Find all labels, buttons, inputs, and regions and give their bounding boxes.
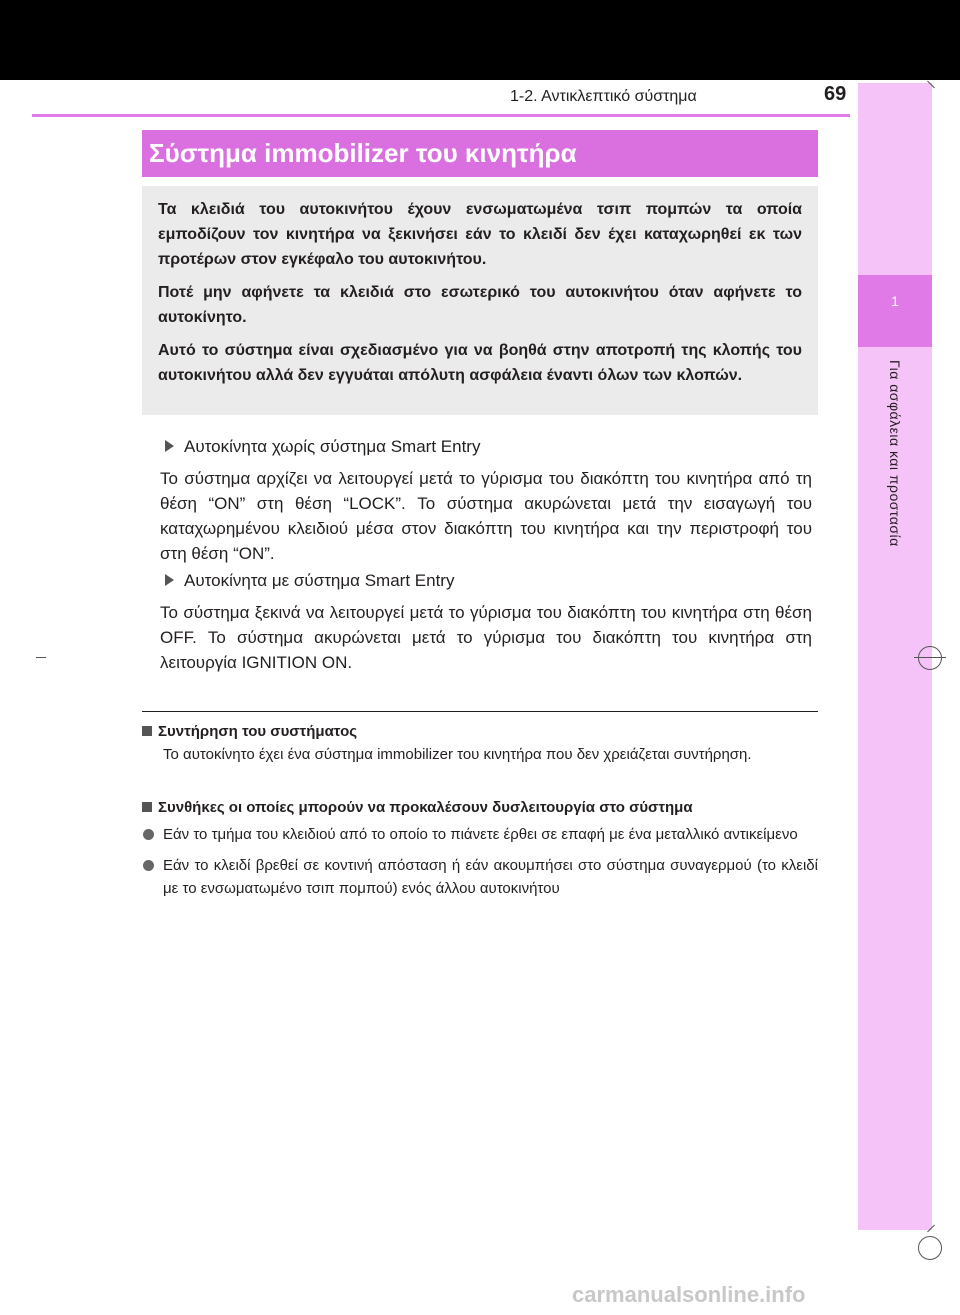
section-heading: [160, 435, 812, 459]
section-label: 1-2. Αντικλεπτικό σύστημα: [510, 88, 697, 105]
section-heading-label: Αυτοκίνητα χωρίς σύστημα Smart Entry: [184, 437, 481, 456]
intro-paragraph: Τα κλειδιά του αυτοκινήτου έχουν ενσωματωμένα τσιπ πομπών τα οποία εμποδίζουν τον κινητήρα να ξεκινήσει εάν το κλειδί δεν έχει καταχωρηθεί εκ των προτέρων στον εγκέφαλο του αυτοκινήτου.: [158, 201, 802, 268]
chapter-number-block: [858, 275, 932, 347]
page-title: Σύστημα immobilizer του κινητήρα: [142, 130, 818, 177]
square-bullet-icon: [142, 726, 152, 736]
round-bullet-icon: [143, 829, 154, 840]
notes-divider: [142, 711, 818, 712]
list-item-text: Εάν το τμήμα του κλειδιού από το οποίο το πιάνετε έρθει σε επαφή με ένα μεταλλικό αντικείμενο: [163, 826, 798, 843]
section-heading-label: Αυτοκίνητα με σύστημα Smart Entry: [184, 571, 455, 590]
square-bullet-icon: [142, 802, 152, 812]
registration-mark: [918, 1236, 942, 1260]
note-title-text: Συντήρηση του συστήματος: [158, 723, 358, 740]
chapter-title: Για ασφάλεια και προστασία: [887, 360, 903, 547]
triangle-arrow-icon: [165, 574, 174, 586]
watermark: carmanualsonline.info: [572, 1282, 806, 1307]
maintenance-note: [142, 721, 818, 766]
chapter-number: 1: [891, 293, 899, 309]
round-bullet-icon: [143, 860, 154, 871]
section-heading: [160, 569, 812, 593]
list-item: [142, 823, 818, 846]
list-item-text: Εάν το κλειδί βρεθεί σε κοντινή απόσταση ή εάν ακουμπήσει στο σύστημα συναγερμού (το κλειδί με το ενσωματωμένο τσιπ πομπού) ενός άλλου αυτοκινήτου: [163, 857, 818, 897]
page-number: 69: [824, 83, 847, 105]
note-body: Το αυτοκίνητο έχει ένα σύστημα immobilizer του κινητήρα που δεν χρειάζεται συντήρηση.: [163, 746, 752, 763]
header-rule: [32, 114, 850, 117]
intro-box: [142, 186, 818, 415]
note-title: [142, 797, 818, 819]
registration-mark: [918, 646, 942, 670]
section-with-smart-entry: [160, 569, 812, 675]
note-title-text: Συνθήκες οι οποίες μπορούν να προκαλέσουν δυσλειτουργία στο σύστημα: [158, 799, 693, 816]
top-black-band: [0, 0, 960, 80]
malfunction-note: [142, 797, 818, 900]
note-title: [142, 721, 818, 743]
intro-paragraph: Αυτό το σύστημα είναι σχεδιασμένο για να βοηθά στην αποτροπή της κλοπής του αυτοκινήτου αλλά δεν εγγυάται απόλυτη ασφάλεια έναντι όλων των κλοπών.: [158, 342, 802, 384]
registration-line: [914, 657, 946, 658]
intro-paragraph: Ποτέ μην αφήνετε τα κλειδιά στο εσωτερικό του αυτοκινήτου όταν αφήνετε το αυτοκίνητο.: [158, 284, 802, 326]
triangle-arrow-icon: [165, 440, 174, 452]
crop-mark: [36, 657, 46, 658]
list-item: [142, 854, 818, 900]
section-without-smart-entry: [160, 435, 812, 566]
section-body: Το σύστημα αρχίζει να λειτουργεί μετά το γύρισμα του διακόπτη του κινητήρα από τη θέση “ON” στη θέση “LOCK”. Το σύστημα ακυρώνεται μετά την εισαγωγή του καταχωρημένου κλειδιού μέσα στον διακόπτη του κινητήρα και την περιστροφή του στη θέση “ON”.: [160, 469, 812, 563]
section-body: Το σύστημα ξεκινά να λειτουργεί μετά το γύρισμα του διακόπτη του κινητήρα στη θέση OFF. Το σύστημα ακυρώνεται μετά το γύρισμα του διακόπτη του κινητήρα στη λειτουργία IGNITION ON.: [160, 603, 812, 672]
